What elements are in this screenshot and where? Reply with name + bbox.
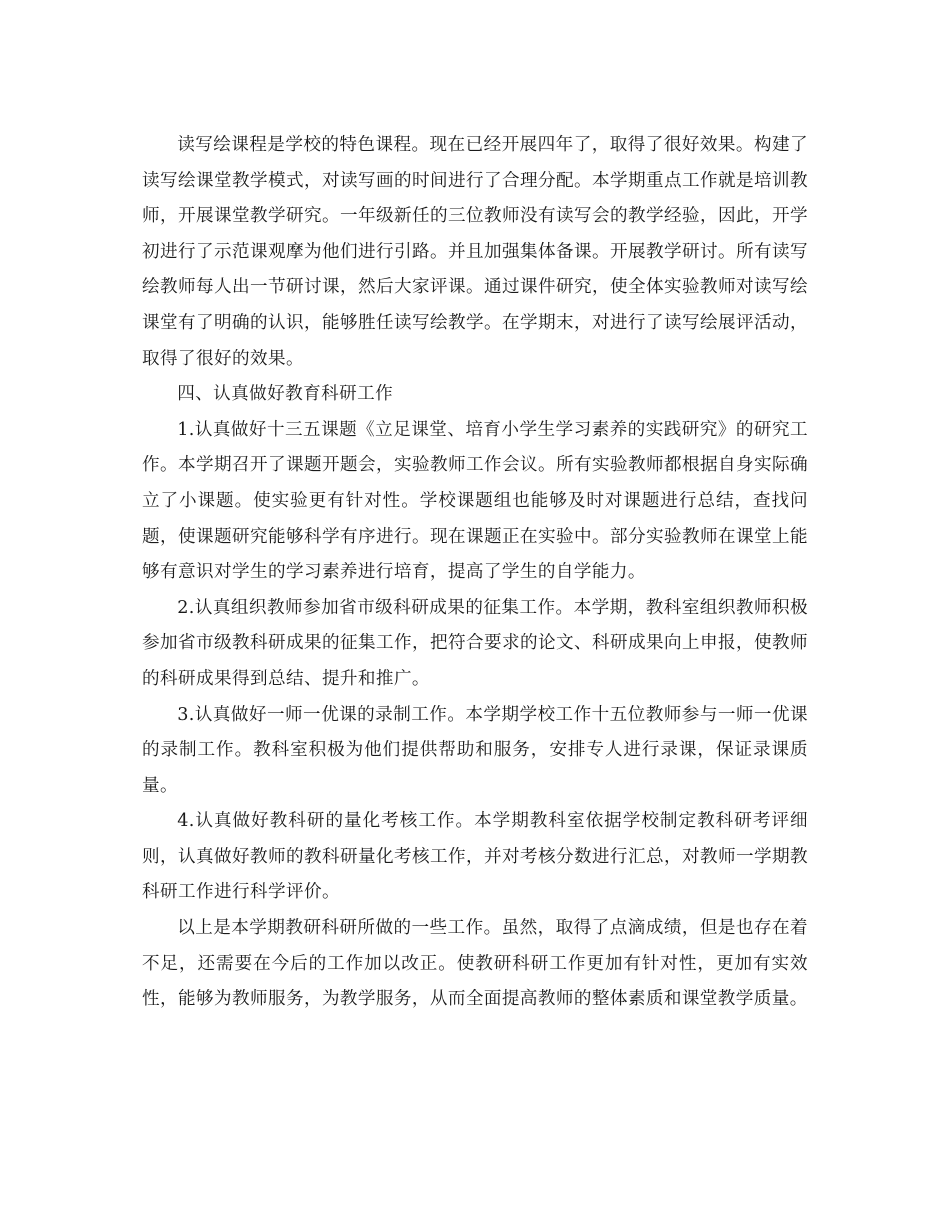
paragraph-reading-writing-course: 读写绘课程是学校的特色课程。现在已经开展四年了，取得了很好效果。构建了读写绘课堂教学模式，对读写画的时间进行了合理分配。本学期重点工作就是培训教师，开展课堂教学研究。一年级新任的三位教师没有读写会的教学经验，因此，开学初进行了示范课观摩为他们进行引路。并且加强集体备课。开展教学研讨。所有读写绘教师每人出一节研讨课，然后大家评课。通过课件研究，使全体实验教师对读写绘课堂有了明确的认识，能够胜任读写绘教学。在学期末，对进行了读写绘展评活动，取得了很好的效果。 [142,135,808,369]
paragraph-item-4: 4.认真做好教科研的量化考核工作。本学期教科室依据学校制定教科研考评细则，认真做好教师的教科研量化考核工作，并对考核分数进行汇总，对教师一学期教科研工作进行科学评价。 [142,811,808,903]
paragraph-item-2: 2.认真组织教师参加省市级科研成果的征集工作。本学期，教科室组织教师积极参加省市级教科研成果的征集工作，把符合要求的论文、科研成果向上申报，使教师的科研成果得到总结、提升和推广。 [142,597,808,689]
document-page [142,128,808,1018]
section-heading-research: 四、认真做好教育科研工作 [177,384,394,405]
paragraph-summary: 以上是本学期教研科研所做的一些工作。虽然，取得了点滴成绩，但是也存在着不足，还需要在今后的工作加以改正。使教研科研工作更加有针对性，更加有实效性，能够为教师服务，为教学服务，从而全面提高教师的整体素质和课堂教学质量。 [142,918,808,1010]
paragraph-item-1: 1.认真做好十三五课题《立足课堂、培育小学生学习素养的实践研究》的研究工作。本学期召开了课题开题会，实验教师工作会议。所有实验教师都根据自身实际确立了小课题。使实验更有针对性。学校课题组也能够及时对课题进行总结，查找问题，使课题研究能够科学有序进行。现在课题正在实验中。部分实验教师在课堂上能够有意识对学生的学习素养进行培育，提高了学生的自学能力。 [142,419,808,583]
paragraph-item-3: 3.认真做好一师一优课的录制工作。本学期学校工作十五位教师参与一师一优课的录制工作。教科室积极为他们提供帮助和服务，安排专人进行录课，保证录课质量。 [142,704,808,796]
